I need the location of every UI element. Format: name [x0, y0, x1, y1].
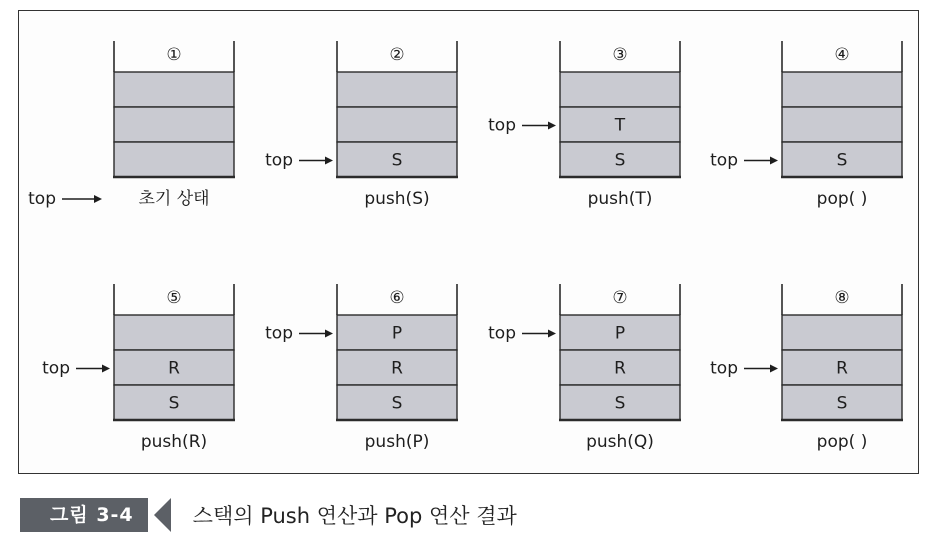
stack-cell: [560, 72, 680, 107]
arrow-head-icon: [102, 365, 110, 373]
stack-cell: [782, 72, 902, 107]
stage-label: push(P): [364, 432, 430, 452]
stage-label: push(S): [364, 189, 430, 209]
arrow-head-icon: [325, 330, 333, 338]
stack-cell: [337, 72, 457, 107]
stage-label: 초기 상태: [138, 189, 210, 209]
stack-cell: [114, 107, 234, 142]
stage-label: push(R): [140, 432, 208, 452]
top-pointer-label: top: [42, 358, 70, 379]
stack-cell-value: S: [836, 150, 848, 171]
stage-number: ⑦: [612, 288, 628, 308]
stage-label: push(T): [587, 189, 653, 209]
stack-cell-value: S: [614, 150, 626, 171]
caption-text: 스택의 Push 연산과 Pop 연산 결과: [192, 504, 517, 528]
arrow-head-icon: [770, 157, 778, 165]
stack-cell-value: S: [168, 393, 180, 414]
stack-cell-value: R: [391, 358, 403, 379]
stack-cell: [782, 315, 902, 350]
stack-cell-value: R: [836, 358, 848, 379]
stage-number: ③: [612, 45, 628, 65]
top-pointer-label: top: [710, 358, 738, 379]
stage-label: pop( ): [816, 189, 868, 209]
stack-cell: [114, 315, 234, 350]
top-pointer-label: top: [488, 323, 516, 344]
stack-cell-value: T: [614, 115, 626, 136]
stack-cell-value: R: [168, 358, 180, 379]
arrow-head-icon: [548, 330, 556, 338]
stack-cell: [782, 107, 902, 142]
stack-diagram: [19, 11, 917, 472]
stack-cell-value: S: [391, 393, 403, 414]
top-pointer-label: top: [710, 150, 738, 171]
stack-cell-value: S: [836, 393, 848, 414]
stack-cell-value: P: [391, 323, 403, 344]
arrow-head-icon: [94, 195, 102, 203]
figure-frame: [18, 10, 919, 474]
top-pointer-label: top: [265, 150, 293, 171]
stage-number: ⑤: [166, 288, 182, 308]
stage-number: ①: [166, 45, 182, 65]
top-pointer-label: top: [28, 189, 56, 209]
chevron-left-icon: [154, 498, 171, 532]
stack-cell-value: R: [614, 358, 626, 379]
arrow-head-icon: [325, 157, 333, 165]
stage-number: ④: [834, 45, 850, 65]
stage-number: ⑥: [389, 288, 405, 308]
stack-cell-value: P: [614, 323, 626, 344]
stack-cell: [114, 72, 234, 107]
arrow-head-icon: [770, 365, 778, 373]
stack-cell: [337, 107, 457, 142]
stage-number: ②: [389, 45, 405, 65]
stack-cell-value: S: [391, 150, 403, 171]
stack-cell: [114, 142, 234, 177]
top-pointer-label: top: [265, 323, 293, 344]
stage-label: pop( ): [816, 432, 868, 452]
arrow-head-icon: [548, 122, 556, 130]
caption-badge: 그림 3-4: [20, 498, 148, 532]
top-pointer-label: top: [488, 115, 516, 136]
stage-label: push(Q): [586, 432, 654, 452]
figure-caption: [20, 497, 517, 533]
stack-cell-value: S: [614, 393, 626, 414]
stage-number: ⑧: [834, 288, 850, 308]
